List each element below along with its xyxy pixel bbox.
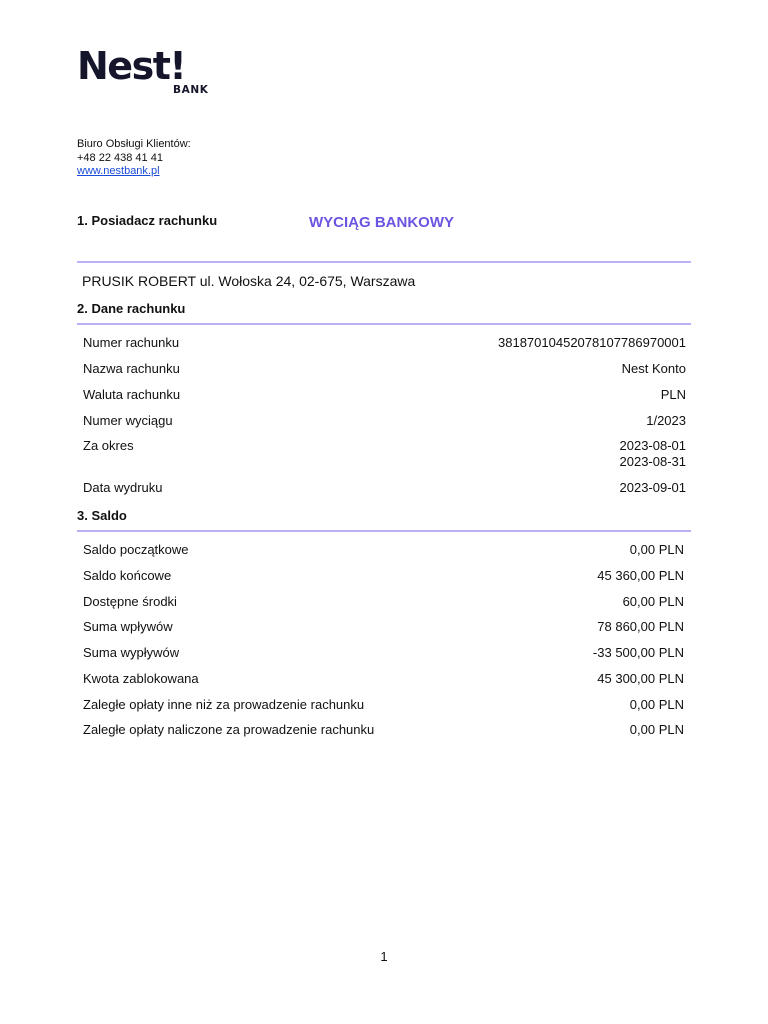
row-label: Numer rachunku [83, 335, 180, 350]
row-label: Nazwa rachunku [83, 361, 180, 376]
divider [77, 261, 691, 263]
row-value: 2023-08-01 [619, 438, 686, 453]
row-label: Saldo końcowe [83, 568, 172, 583]
document-title: WYCIĄG BANKOWY [309, 214, 454, 231]
row-label: Saldo początkowe [83, 542, 189, 557]
row-label: Kwota zablokowana [83, 671, 199, 686]
row-value: 1/2023 [646, 413, 686, 428]
row-value: Nest Konto [621, 361, 686, 376]
logo-subtitle: BANK [173, 84, 209, 96]
row-value: 45 300,00 PLN [597, 671, 684, 686]
section-title-account-holder: 1. Posiadacz rachunku [77, 213, 218, 228]
row-value: 0,00 PLN [629, 697, 684, 712]
row-value-secondary: 2023-08-31 [619, 454, 686, 469]
divider [77, 530, 691, 532]
contact-block [77, 138, 191, 179]
row-value: 38187010452078107786970001 [498, 335, 686, 350]
divider [77, 323, 691, 325]
row-label: Zaległe opłaty inne niż za prowadzenie rachunku [83, 697, 365, 712]
section-title-balance: 3. Saldo [77, 508, 127, 523]
row-value: 45 360,00 PLN [597, 568, 684, 583]
row-label: Numer wyciągu [83, 413, 173, 428]
row-label: Dostępne środki [83, 594, 177, 609]
row-value: 0,00 PLN [629, 542, 684, 557]
contact-label: Biuro Obsługi Klientów: [77, 138, 191, 150]
row-label: Data wydruku [83, 480, 163, 495]
row-label: Za okres [83, 438, 134, 453]
contact-phone: +48 22 438 41 41 [77, 151, 163, 164]
row-label: Suma wypływów [83, 645, 180, 660]
row-value: 60,00 PLN [622, 594, 684, 609]
row-value: 78 860,00 PLN [597, 619, 684, 634]
row-label: Waluta rachunku [83, 387, 181, 402]
row-value: -33 500,00 PLN [592, 645, 684, 660]
account-holder: PRUSIK ROBERT ul. Wołoska 24, 02-675, Warszawa [82, 273, 416, 289]
row-label: Zaległe opłaty naliczone za prowadzenie rachunku [83, 722, 375, 737]
row-value: PLN [660, 387, 686, 402]
row-label: Suma wpływów [83, 619, 173, 634]
page-number: 1 [380, 949, 388, 964]
row-value: 0,00 PLN [629, 722, 684, 737]
nest-bank-logo [77, 44, 217, 100]
website-link[interactable]: www.nestbank.pl [77, 165, 160, 177]
section-title-account-data: 2. Dane rachunku [77, 301, 186, 316]
row-value: 2023-09-01 [619, 480, 686, 495]
logo-wordmark: Nest! [77, 44, 186, 88]
